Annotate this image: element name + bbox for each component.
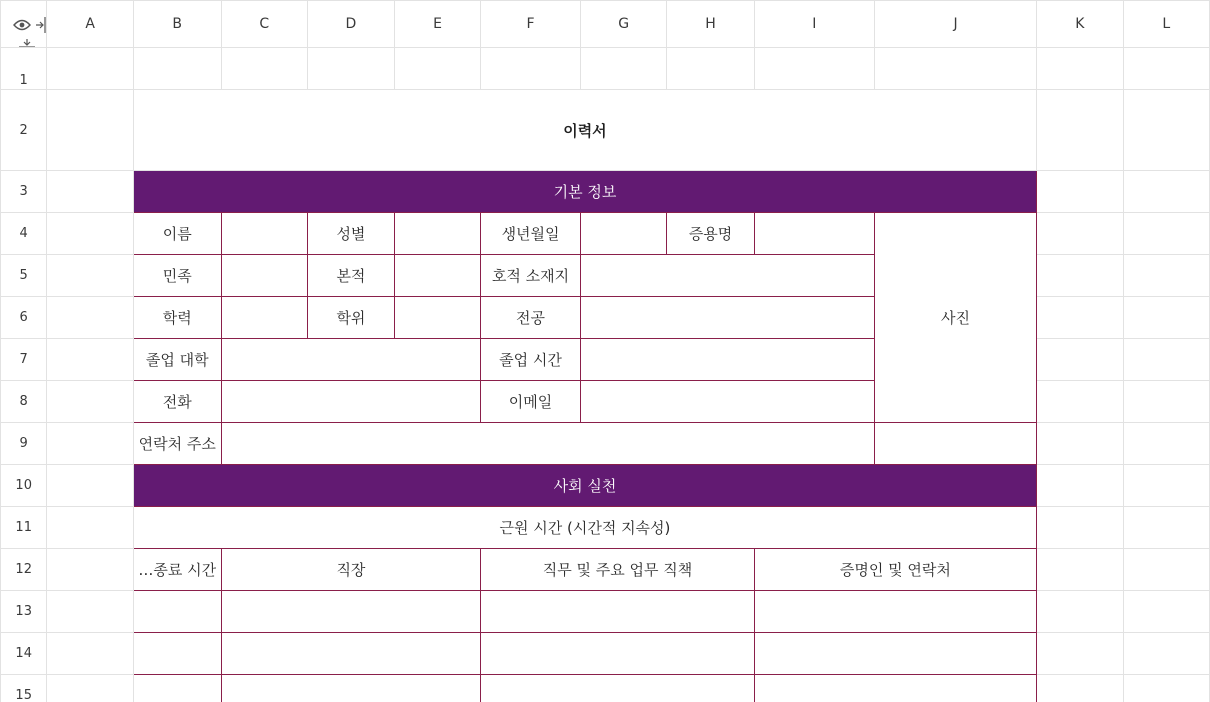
cell-L4[interactable]	[1123, 213, 1210, 255]
row-header-14[interactable]: 14	[1, 633, 47, 675]
cell-L14[interactable]	[1123, 633, 1210, 675]
value-contact-address[interactable]	[221, 423, 874, 465]
cell-L10[interactable]	[1123, 465, 1210, 507]
cell-B14[interactable]	[133, 633, 221, 675]
cell-A6[interactable]	[47, 297, 133, 339]
label-ethnicity[interactable]: 민족	[133, 255, 221, 297]
value-phone[interactable]	[221, 381, 481, 423]
cell-J9[interactable]	[875, 423, 1037, 465]
label-graduation-time[interactable]: 졸업 시간	[481, 339, 581, 381]
select-all-corner[interactable]	[1, 1, 47, 48]
header-duties[interactable]: 직무 및 주요 업무 직책	[481, 549, 754, 591]
cell-C15[interactable]	[221, 675, 481, 702]
cell-L7[interactable]	[1123, 339, 1210, 381]
value-graduated-university[interactable]	[221, 339, 481, 381]
cell-L11[interactable]	[1123, 507, 1210, 549]
cell-F1[interactable]	[481, 48, 581, 90]
cell-A13[interactable]	[47, 591, 133, 633]
section-header-social-practice[interactable]: 사회 실천	[133, 465, 1036, 507]
value-degree[interactable]	[394, 297, 480, 339]
cell-L5[interactable]	[1123, 255, 1210, 297]
label-email[interactable]: 이메일	[481, 381, 581, 423]
column-header-L[interactable]: L	[1123, 1, 1210, 48]
cell-G1[interactable]	[580, 48, 667, 90]
photo-box[interactable]: 사진	[875, 213, 1037, 423]
label-birth[interactable]: 생년월일	[481, 213, 581, 255]
cell-K3[interactable]	[1037, 171, 1123, 213]
column-header-B[interactable]: B	[133, 1, 221, 48]
cell-L12[interactable]	[1123, 549, 1210, 591]
cell-K15[interactable]	[1037, 675, 1123, 702]
cell-F13[interactable]	[481, 591, 754, 633]
cell-K11[interactable]	[1037, 507, 1123, 549]
cell-A12[interactable]	[47, 549, 133, 591]
cell-F14[interactable]	[481, 633, 754, 675]
column-header-row	[1, 1, 1210, 48]
service-time-header[interactable]: 근원 시간 (시간적 지속성)	[133, 507, 1036, 549]
row-header-3[interactable]: 3	[1, 171, 47, 213]
column-header-C[interactable]: C	[221, 1, 307, 48]
cell-A7[interactable]	[47, 339, 133, 381]
cell-A1[interactable]	[47, 48, 133, 90]
row-header-1[interactable]: 1	[1, 48, 47, 90]
label-former-name[interactable]: 증용명	[667, 213, 754, 255]
label-education[interactable]: 학력	[133, 297, 221, 339]
resume-title[interactable]: 이력서	[133, 90, 1036, 171]
row-header-13[interactable]: 13	[1, 591, 47, 633]
cell-K12[interactable]	[1037, 549, 1123, 591]
label-native-place[interactable]: 본적	[308, 255, 395, 297]
value-education[interactable]	[221, 297, 307, 339]
label-major[interactable]: 전공	[481, 297, 581, 339]
collapse-rows-icon[interactable]	[18, 38, 36, 48]
header-witness[interactable]: 증명인 및 연락처	[754, 549, 1036, 591]
column-header-G[interactable]: G	[580, 1, 667, 48]
label-gender[interactable]: 성별	[308, 213, 395, 255]
cell-L8[interactable]	[1123, 381, 1210, 423]
cell-B1[interactable]	[133, 48, 221, 90]
label-household-address[interactable]: 호적 소재지	[481, 255, 581, 297]
row-header-8[interactable]: 8	[1, 381, 47, 423]
cell-A2[interactable]	[47, 90, 133, 171]
cell-D1[interactable]	[308, 48, 395, 90]
cell-A8[interactable]	[47, 381, 133, 423]
row-header-6[interactable]: 6	[1, 297, 47, 339]
cell-K7[interactable]	[1037, 339, 1123, 381]
cell-L9[interactable]	[1123, 423, 1210, 465]
cell-K4[interactable]	[1037, 213, 1123, 255]
label-contact-address[interactable]: 연락처 주소	[133, 423, 221, 465]
column-header-E[interactable]: E	[394, 1, 480, 48]
column-header-A[interactable]: A	[47, 1, 133, 48]
column-header-D[interactable]: D	[308, 1, 395, 48]
label-name[interactable]: 이름	[133, 213, 221, 255]
cell-K10[interactable]	[1037, 465, 1123, 507]
value-gender[interactable]	[394, 213, 480, 255]
column-header-F[interactable]: F	[481, 1, 581, 48]
label-graduated-university[interactable]: 졸업 대학	[133, 339, 221, 381]
cell-K9[interactable]	[1037, 423, 1123, 465]
cell-C13[interactable]	[221, 591, 481, 633]
column-header-H[interactable]: H	[667, 1, 754, 48]
label-phone[interactable]: 전화	[133, 381, 221, 423]
cell-A9[interactable]	[47, 423, 133, 465]
cell-L6[interactable]	[1123, 297, 1210, 339]
cell-I13[interactable]	[754, 591, 1036, 633]
column-header-I[interactable]: I	[754, 1, 874, 48]
row-header-7[interactable]: 7	[1, 339, 47, 381]
cell-L2[interactable]	[1123, 90, 1210, 171]
cell-F15[interactable]	[481, 675, 754, 702]
cell-H1[interactable]	[667, 48, 754, 90]
cell-B13[interactable]	[133, 591, 221, 633]
cell-L1[interactable]	[1123, 48, 1210, 90]
cell-K14[interactable]	[1037, 633, 1123, 675]
cell-A11[interactable]	[47, 507, 133, 549]
row-header-12[interactable]: 12	[1, 549, 47, 591]
value-graduation-time[interactable]	[580, 339, 874, 381]
collapse-columns-icon[interactable]	[35, 16, 47, 34]
value-ethnicity[interactable]	[221, 255, 307, 297]
cell-E1[interactable]	[394, 48, 480, 90]
cell-A10[interactable]	[47, 465, 133, 507]
label-degree[interactable]: 학위	[308, 297, 395, 339]
cell-L15[interactable]	[1123, 675, 1210, 702]
cell-L3[interactable]	[1123, 171, 1210, 213]
cell-A5[interactable]	[47, 255, 133, 297]
row-header-9[interactable]: 9	[1, 423, 47, 465]
cell-A3[interactable]	[47, 171, 133, 213]
section-header-basic-info[interactable]: 기본 정보	[133, 171, 1036, 213]
cell-K13[interactable]	[1037, 591, 1123, 633]
row-header-11[interactable]: 11	[1, 507, 47, 549]
row-header-10[interactable]: 10	[1, 465, 47, 507]
value-former-name[interactable]	[754, 213, 874, 255]
eye-icon[interactable]	[13, 19, 31, 31]
cell-K8[interactable]	[1037, 381, 1123, 423]
cell-I14[interactable]	[754, 633, 1036, 675]
value-email[interactable]	[580, 381, 874, 423]
cell-A14[interactable]	[47, 633, 133, 675]
cell-K2[interactable]	[1037, 90, 1123, 171]
column-header-J[interactable]: J	[875, 1, 1037, 48]
value-birth[interactable]	[580, 213, 667, 255]
cell-K6[interactable]	[1037, 297, 1123, 339]
row-header-5[interactable]: 5	[1, 255, 47, 297]
cell-A4[interactable]	[47, 213, 133, 255]
value-name[interactable]	[221, 213, 307, 255]
cell-K1[interactable]	[1037, 48, 1123, 90]
cell-C1[interactable]	[221, 48, 307, 90]
cell-J1[interactable]	[875, 48, 1037, 90]
header-end-time[interactable]: …종료 시간	[133, 549, 221, 591]
header-workplace[interactable]: 직장	[221, 549, 481, 591]
cell-K5[interactable]	[1037, 255, 1123, 297]
cell-L13[interactable]	[1123, 591, 1210, 633]
cell-B15[interactable]	[133, 675, 221, 702]
value-native-place[interactable]	[394, 255, 480, 297]
row-header-4[interactable]: 4	[1, 213, 47, 255]
cell-A15[interactable]	[47, 675, 133, 702]
cell-I15[interactable]	[754, 675, 1036, 702]
value-major[interactable]	[580, 297, 874, 339]
value-household-address[interactable]	[580, 255, 874, 297]
cell-C14[interactable]	[221, 633, 481, 675]
column-header-K[interactable]: K	[1037, 1, 1123, 48]
row-header-15[interactable]: 15	[1, 675, 47, 702]
row-header-2[interactable]: 2	[1, 90, 47, 171]
cell-I1[interactable]	[754, 48, 874, 90]
